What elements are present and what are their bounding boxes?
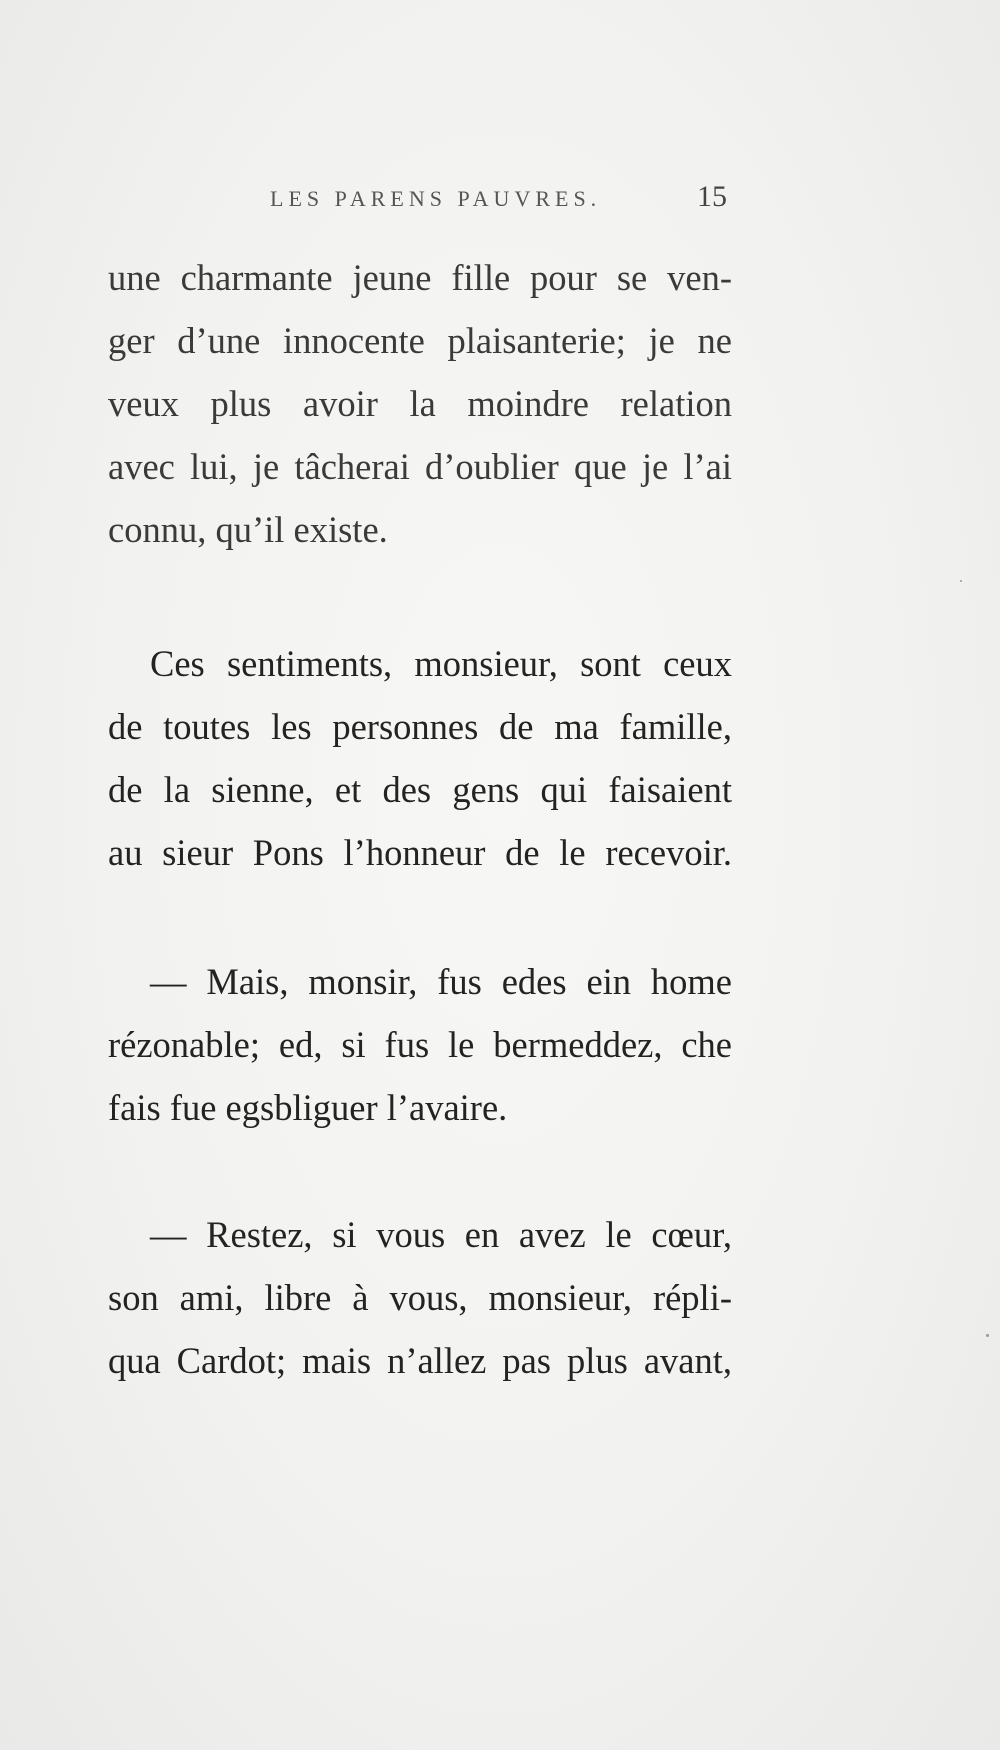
text-line: une charmante jeune fille pour se ven- — [108, 257, 732, 298]
text-line: qua Cardot; mais n’allez pas plus avant, — [108, 1340, 732, 1381]
text-line: fais fue egsbliguer l’avaire. — [108, 1087, 508, 1128]
paragraph-4 — [108, 1203, 732, 1392]
paragraph-1 — [108, 246, 732, 561]
text-line: Ces sentiments, monsieur, sont ceux — [150, 643, 732, 684]
paper-speck — [986, 1334, 989, 1337]
paragraph-2 — [108, 632, 732, 884]
text-line: son ami, libre à vous, monsieur, répli- — [108, 1277, 732, 1318]
running-title: LES PARENS PAUVRES. — [270, 186, 602, 211]
text-line: de la sienne, et des gens qui faisaient — [108, 769, 732, 810]
text-line: au sieur Pons l’honneur de le recevoir. — [108, 832, 732, 873]
text-line: veux plus avoir la moindre relation — [108, 383, 732, 424]
paper-speck — [960, 580, 962, 582]
text-line: avec lui, je tâcherai d’oublier que je l’ai — [108, 446, 732, 487]
text-line: de toutes les personnes de ma famille, — [108, 706, 732, 747]
page-number: 15 — [697, 180, 727, 213]
text-line: — Restez, si vous en avez le cœur, — [150, 1214, 732, 1255]
paragraph-3 — [108, 950, 732, 1139]
page-header — [0, 180, 1000, 226]
text-line: — Mais, monsir, fus edes ein home — [150, 961, 732, 1002]
text-line: ger d’une innocente plaisanterie; je ne — [108, 320, 732, 361]
text-line: connu, qu’il existe. — [108, 509, 388, 550]
text-line: rézonable; ed, si fus le bermeddez, che — [108, 1024, 732, 1065]
